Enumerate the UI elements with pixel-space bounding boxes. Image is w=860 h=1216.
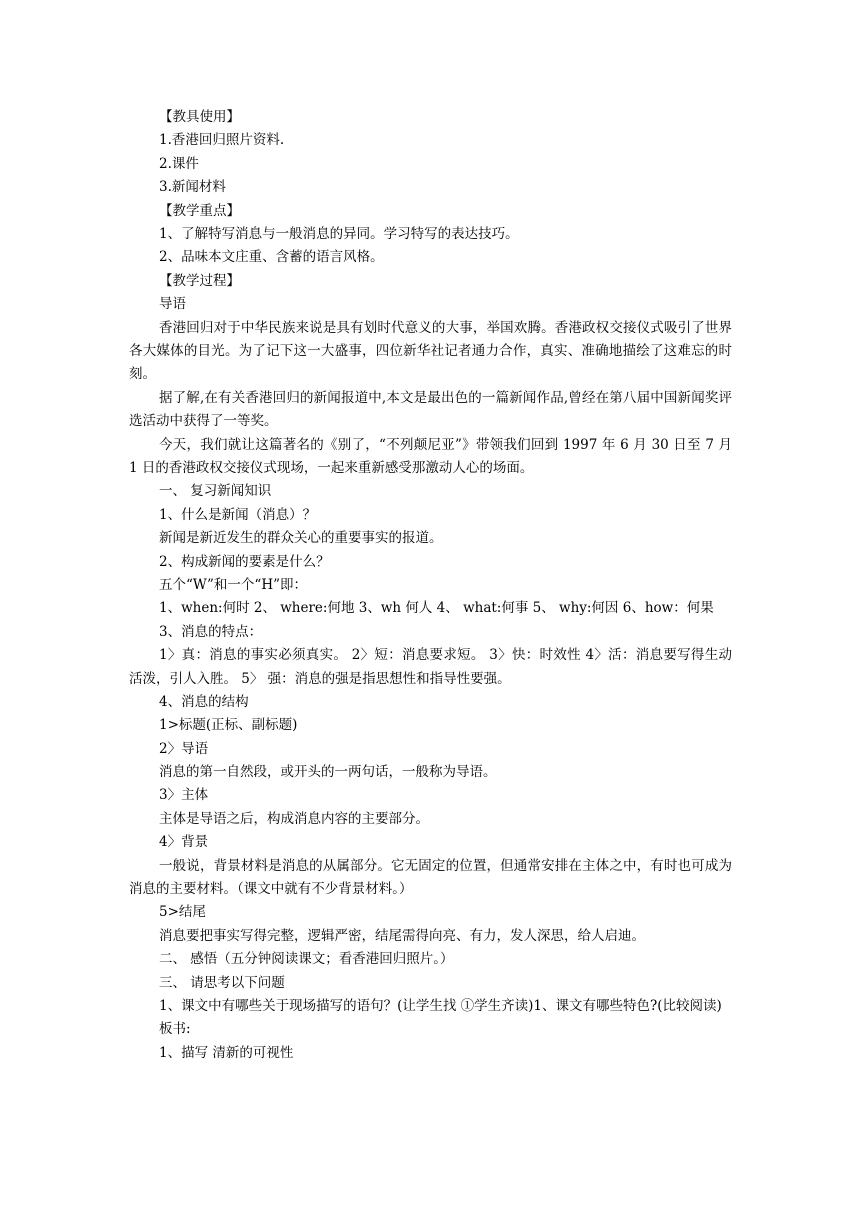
structure-2: 2〉导语 <box>159 740 209 757</box>
intro-paragraph-2: 据了解,在有关香港回归的新闻报道中,本文是最出色的一篇新闻作品,曾经在第八届中国新闻奖评选活动中获得了一等奖。 <box>129 389 732 430</box>
question-2: 2、构成新闻的要素是什么？ <box>159 553 330 570</box>
part1-title: 一、 复习新闻知识 <box>159 483 272 500</box>
focus-item-1: 1、了解特写消息与一般消息的异同。学习特写的表达技巧。 <box>159 225 519 242</box>
structure-5-text: 消息要把事实写得完整，逻辑严密，结尾需得向亮、有力，发人深思，给人启迪。 <box>159 927 645 944</box>
question-4: 4、消息的结构 <box>159 693 249 710</box>
answer-1: 新闻是新近发生的群众关心的重要事实的报道。 <box>159 530 443 547</box>
part3-title: 三、 请思考以下问题 <box>159 974 285 991</box>
question-1: 1、什么是新闻（消息）？ <box>159 506 317 523</box>
question-3: 3、消息的特点： <box>159 623 263 640</box>
structure-3-text: 主体是导语之后，构成消息内容的主要部分。 <box>159 810 429 827</box>
part3-question: 1、课文中有哪些关于现场描写的语句？(让学生找 ①学生齐读)1、课文有哪些特色?(比较阅读) <box>159 998 722 1015</box>
intro-paragraph-3: 今天，我们就让这篇著名的《别了，“不列颠尼亚”》带领我们回到 1997 年 6 月 30 日至 7 月 1 日的香港政权交接仪式现场，一起来重新感受那激动人心的场面。 <box>129 436 732 476</box>
structure-3: 3〉主体 <box>159 787 209 804</box>
process-heading: 【教学过程】 <box>159 272 240 289</box>
lesson-plan-body <box>129 106 732 1065</box>
intro-label: 导语 <box>159 296 186 313</box>
structure-5: 5>结尾 <box>159 904 206 921</box>
focus-item-2: 2、品味本文庄重、含蓄的语言风格。 <box>159 249 384 266</box>
structure-2-text: 消息的第一自然段，或开头的一两句话，一般称为导语。 <box>159 764 497 781</box>
answer-2-detail: 1、when:何时 2、 where:何地 3、wh 何人 4、 what:何事 5、 why:何因 6、how：何果 <box>159 600 714 617</box>
answer-3: 1〉真：消息的事实必须真实。 2〉短：消息要求短。 3〉快：时效性 4〉活：消息要写得生动活泼，引人入胜。 5〉 强：消息的强是指思想性和指导性要强。 <box>129 647 732 687</box>
structure-1: 1>标题(正标、副标题) <box>159 717 298 734</box>
answer-2: 五个“W”和一个“H”即： <box>159 576 308 593</box>
structure-4-text: 一般说，背景材料是消息的从属部分。它无固定的位置，但通常安排在主体之中，有时也可成为消息的主要材料。（课文中就有不少背景材料。） <box>129 857 732 898</box>
board-label: 板书: <box>159 1021 191 1038</box>
part2-title: 二、 感悟（五分钟阅读课文；看香港回归照片。） <box>159 951 454 968</box>
tool-item-3: 3.新闻材料 <box>159 179 226 196</box>
intro-paragraph-1: 香港回归对于中华民族来说是具有划时代意义的大事，举国欢腾。香港政权交接仪式吸引了世界各大媒体的目光。为了记下这一大盛事，四位新华社记者通力合作，真实、准确地描绘了这难忘的时刻。 <box>129 319 732 383</box>
tools-heading: 【教具使用】 <box>159 109 240 125</box>
structure-4: 4〉背景 <box>159 834 209 851</box>
focus-heading: 【教学重点】 <box>159 202 240 219</box>
tool-item-1: 1.香港回归照片资料. <box>159 132 285 149</box>
tool-item-2: 2.课件 <box>159 155 199 172</box>
board-item: 1、描写 清新的可视性 <box>159 1044 294 1061</box>
